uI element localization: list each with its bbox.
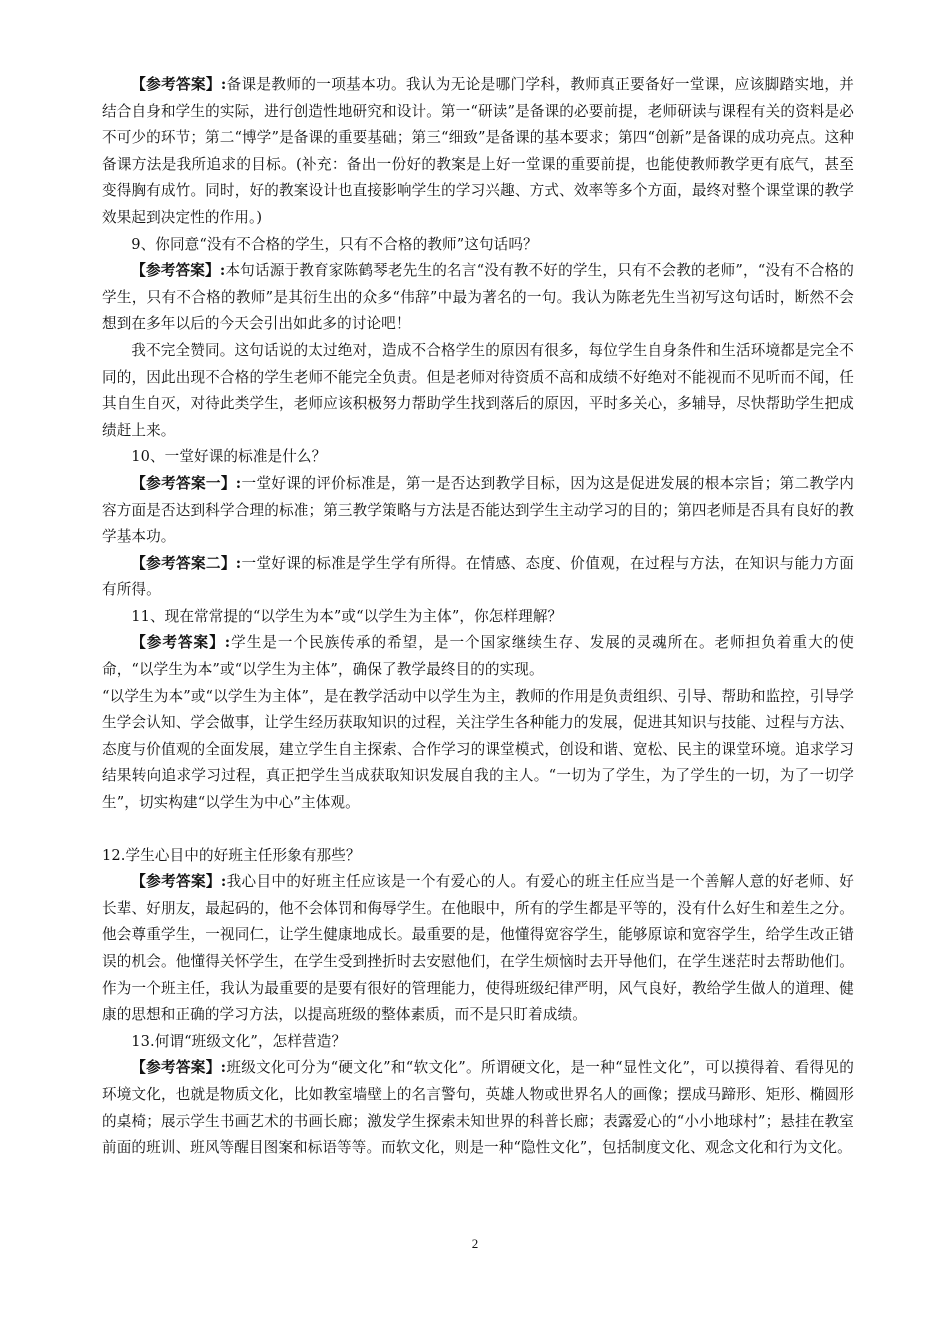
question-12: 12.学生心目中的好班主任形象有那些？ bbox=[102, 846, 361, 864]
answer-paragraph bbox=[102, 258, 854, 338]
answer-paragraph bbox=[102, 869, 854, 1029]
answer-paragraph bbox=[102, 1055, 854, 1161]
answer-label: 【参考答案】: bbox=[131, 873, 227, 891]
answer-paragraph bbox=[102, 72, 854, 232]
answer-text: 班级文化可分为“硬文化”和“软文化”。所谓硬文化，是一种“显性文化”，可以摸得着、看得见的环境文化，也就是物质文化，比如教室墙壁上的名言警句，英雄人物或世界名人的画像；摆成马蹄形、矩形、椭圆形的桌椅；展示学生书画艺术的书画长廊；激发学生探索未知世界的科普长廊；表露爱心的“小小地球村”；悬挂在教室前面的班训、班风等醒目图案和标语等等。而软文化，则是一种“隐性文化”，包括制度文化、观念文化和行为文化。 bbox=[102, 1059, 854, 1157]
question-13: 13.何谓“班级文化”，怎样营造？ bbox=[131, 1032, 347, 1050]
question-11: 11、现在常常提的“以学生为本”或“以学生为主体”，你怎样理解？ bbox=[131, 607, 563, 625]
body-paragraph: “以学生为本”或“以学生为主体”，是在教学活动中以学生为主，教师的作用是负责组织、引导、帮助和监控，引导学生学会认知、学会做事，让学生经历获取知识的过程，关注学生各种能力的发展，促进其知识与技能、过程与方法、态度与价值观的全面发展，建立学生自主探索、合作学习的课堂模式，创设和谐、宽松、民主的课堂环境。追求学习结果转向追求学习过程，真正把学生当成获取知识发展自我的主人。“一切为了学生，为了学生的一切，为了一切学生”，切实构建“以学生为中心”主体观。 bbox=[102, 687, 854, 812]
answer-label: 【参考答案】: bbox=[131, 1059, 227, 1077]
body-paragraph: 我不完全赞同。这句话说的太过绝对，造成不合格学生的原因有很多，每位学生自身条件和生活环境都是完全不同的，因此出现不合格的学生老师不能完全负责。但是老师对待资质不高和成绩不好绝对不能视而不见听而不闻，任其自生自灭，对待此类学生，老师应该积极努力帮助学生找到落后的原因，平时多关心，多辅导，尽快帮助学生把成绩赶上来。 bbox=[102, 341, 854, 439]
answer-label: 【参考答案】: bbox=[131, 262, 226, 280]
answer-text: 本句话源于教育家陈鹤琴老先生的名言“没有教不好的学生，只有不会教的老师”，“没有不合格的学生，只有不合格的教师”是其衍生出的众多“伟辞”中最为著名的一句。我认为陈老先生当初写这句话时，断然不会想到在多年以后的今天会引出如此多的讨论吧！ bbox=[102, 262, 854, 333]
blank-line bbox=[102, 817, 854, 843]
question-9: 9、你同意“没有不合格的学生，只有不合格的教师”这句话吗？ bbox=[131, 235, 538, 253]
answer-label: 【参考答案一】: bbox=[131, 474, 242, 492]
answer-paragraph bbox=[102, 551, 854, 604]
answer-text: 我心目中的好班主任应该是一个有爱心的人。有爱心的班主任应当是一个善解人意的好老师、好长辈、好朋友，最起码的，他不会体罚和侮辱学生。在他眼中，所有的学生都是平等的，没有什么好生和差生之分。他会尊重学生，一视同仁，让学生健康地成长。最重要的是，他懂得宽容学生，能够原谅和宽容学生，给学生改正错误的机会。他懂得关怀学生，在学生受到挫折时去安慰他们，在学生烦恼时去开导他们，在学生迷茫时去帮助他们。作为一个班主任，我认为最重要的是要有很好的管理能力，使得班级纪律严明，风气良好，教给学生做人的道理、健康的思想和正确的学习方法，以提高班级的整体素质，而不是只盯着成绩。 bbox=[102, 873, 854, 1024]
document-body bbox=[102, 72, 854, 1162]
question-10: 10、一堂好课的标准是什么？ bbox=[131, 448, 327, 466]
answer-paragraph bbox=[102, 471, 854, 551]
page-number: 2 bbox=[471, 1236, 479, 1251]
answer-label: 【参考答案】: bbox=[131, 634, 231, 652]
answer-paragraph bbox=[102, 630, 854, 683]
answer-text: 备课是教师的一项基本功。我认为无论是哪门学科，教师真正要备好一堂课，应该脚踏实地，并结合自身和学生的实际，进行创造性地研究和设计。第一“研读”是备课的必要前提，老师研读与课程有关的资料是必不可少的环节；第二“博学”是备课的重要基础；第三“细致”是备课的基本要求；第四“创新”是备课的成功亮点。这种备课方法是我所追求的目标。(补充：备出一份好的教案是上好一堂课的重要前提，也能使教师教学更有底气，甚至变得胸有成竹。同时，好的教案设计也直接影响学生的学习兴趣、方式、效率等多个方面，最终对整个课堂课的教学效果起到决定性的作用。) bbox=[102, 76, 854, 226]
answer-label: 【参考答案二】: bbox=[131, 554, 242, 572]
answer-text: 学生是一个民族传承的希望，是一个国家继续生存、发展的灵魂所在。老师担负着重大的使命，“以学生为本”或“以学生为主体”，确保了教学最终目的的实现。 bbox=[102, 634, 854, 679]
answer-label: 【参考答案】: bbox=[131, 76, 227, 93]
answer-text: 一堂好课的评价标准是，第一是否达到教学目标，因为这是促进发展的根本宗旨；第二教学内容方面是否达到科学合理的标准；第三教学策略与方法是否能达到学生主动学习的目的；第四老师是否具有良好的教学基本功。 bbox=[102, 474, 854, 546]
answer-text: 一堂好课的标准是学生学有所得。在情感、态度、价值观，在过程与方法，在知识与能力方面有所得。 bbox=[102, 554, 854, 599]
